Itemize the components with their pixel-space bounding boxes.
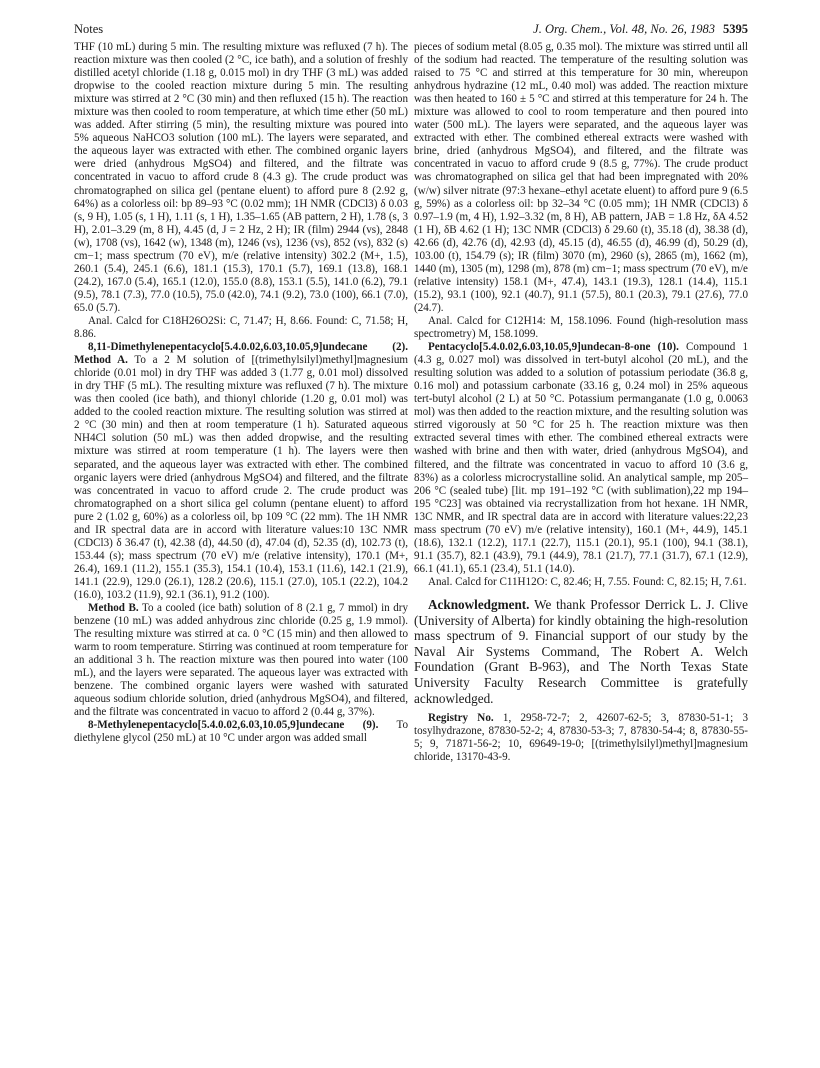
paragraph-body: To a 2 M solution of [(trimethylsilyl)methyl]magnesium chloride (0.01 mol) in dry THF was added 3 (1.77 g, 0.01 mol) dissolved in dry THF (5 mL). The resulting mixture was refluxed (7 h). The mixture was then cooled (ice bath), and thionyl chloride (1.20 g, 0.01 mol) was added to the cooled reaction mixture. The resulting solution was stirred at 2 °C (30 min) and then at room temperature (1 h). Saturated aqueous NH4Cl solution (50 mL) was then added dropwise, and the resulting mixture was stirred at room temperature (1 h). The layers were then separated, and the aqueous layer was extracted with ether. The combined organic layers were dried (anhydrous MgSO4) and filtered, and the filtrate was concentrated in vacuo to afford crude 2. The crude product was chromatographed on a short silica gel column (pentane eluent) to afford pure 2 (1.02 g, 60%) as a colorless oil, bp 109 °C (22 mm). The 1H NMR and IR spectral data are in accord with literature values:10 13C NMR (CDCl3) δ 36.47 (t), 42.38 (d), 44.50 (d), 47.04 (d), 52.35 (d), 102.73 (t), 153.44 (s); mass spectrum (70 eV) m/e (relative intensity), 170.1 (M+, 26.4), 169.1 (11.2), 155.1 (35.3), 154.1 (10.4), 153.1 (11.6), 142.1 (21.9), 141.1 (22.9), 129.0 (26.1), 128.2 (20.6), 115.1 (27.0), 105.1 (22.2), 104.2 (16.0), 103.2 (11.9), 92.1 (36.1), 91.2 (100). bbox=[74, 354, 408, 601]
left-column bbox=[74, 41, 408, 746]
paragraph: Anal. Calcd for C12H14: M, 158.1096. Found (high-resolution mass spectrometry) M, 158.1099. bbox=[414, 314, 748, 341]
journal-citation bbox=[533, 22, 748, 37]
paragraph: THF (10 mL) during 5 min. The resulting mixture was refluxed (7 h). The reaction mixture was then cooled (2 °C, ice bath), and a solution of freshly distilled acetyl chloride (1.18 g, 0.015 mol) in dry THF (3 mL) was added dropwise to the cooled reaction mixture during 5 min. The resulting mixture was stirred at 2 °C (30 min) and then refluxed (15 h). The reaction mixture was then cooled to room temperature, at which time ether (50 mL) was added. After stirring (5 min), the resulting mixture was poured into 5% aqueous NaHCO3 solution (100 mL). The layers were separated, and the aqueous layer was extracted with ether. The combined organic layers were dried (anhydrous MgSO4) and filtered, and the filtrate was concentrated in vacuo to afford crude 8 (4.3 g). The crude product was chromatographed on silica gel (pentane eluent) to afford pure 8 (2.92 g, 64%) as a colorless oil: bp 89–93 °C (0.02 mm); 1H NMR (CDCl3) δ 0.03 (s, 9 H), 1.05 (s, 1 H), 1.11 (s, 1 H), 1.35–1.65 (AB pattern, 2 H), 1.78 (s, 3 H), 2.01–3.29 (m, 8 H), 4.45 (d, J = 2 Hz, 2 H); IR (film) 2944 (vs), 2848 (w), 1708 (vs), 1642 (w), 1348 (m), 1246 (vs), 1236 (vs), 852 (vs), 832 (s) cm−1; mass spectrum (70 eV), m/e (relative intensity) 302.2 (M+, 1.5), 260.1 (5.4), 245.1 (6.6), 181.1 (15.3), 170.1 (5.7), 169.1 (13.8), 168.1 (24.2), 167.0 (5.4), 165.1 (12.0), 155.0 (8.8), 153.1 (5.5), 141.0 (6.2), 79.1 (9.5), 78.1 (7.3), 77.0 (10.5), 75.0 (42.0), 74.1 (9.2), 73.0 (100), 66.1 (7.0), 65.0 (5.7). bbox=[74, 41, 408, 314]
registry-body: 1, 2958-72-7; 2, 42607-62-5; 3, 87830-51-1; 3 tosylhydrazone, 87830-52-2; 4, 87830-53-3; 7, 87830-54-4; 8, 87830-55-5; 9, 71871-56-2; 10, 69649-19-0; [(trimethylsilyl)methyl]magnesium chloride, 13170-43-9. bbox=[414, 712, 749, 764]
paragraph: Anal. Calcd for C11H12O: C, 82.46; H, 7.55. Found: C, 82.15; H, 7.61. bbox=[428, 575, 747, 588]
page-number: 5395 bbox=[723, 22, 748, 36]
section-title: Pentacyclo[5.4.0.02,6.03,10.05,9]undecan-8-one (10). bbox=[428, 341, 679, 354]
acknowledgment-title: Acknowledgment. bbox=[428, 596, 530, 612]
paragraph-body: To diethylene glycol (250 mL) at 10 °C under argon was added small bbox=[74, 719, 408, 745]
paragraph: Anal. Calcd for C18H26O2Si: C, 71.47; H, 8.66. Found: C, 71.58; H, 8.86. bbox=[74, 314, 408, 341]
paragraph bbox=[74, 602, 408, 719]
section-title: 8,11-Dimethylenepentacyclo[5.4.0.02,6.03,10.05,9]undecane (2). Method A. bbox=[74, 341, 408, 367]
acknowledgment bbox=[414, 597, 748, 706]
section-title: 8-Methylenepentacyclo[5.4.0.02,6.03,10.05,9]undecane (9). bbox=[88, 719, 379, 732]
paragraph: pieces of sodium metal (8.05 g, 0.35 mol). The mixture was stirred until all of the sodium had reacted. The temperature of the resulting solution was raised to 75 °C and stirred at this temperature for 30 min, whereupon anhydrous hydrazine (12 mL, 0.40 mol) was added. The reaction mixture was then heated to 160 ± 5 °C and stirred at this temperature for 24 h. The mixture was allowed to cool to room temperature and then poured into water (500 mL). The layers were separated, and the aqueous layer was extracted with ether. The combined ethereal extracts were washed with brine, dried (anhydrous MgSO4), and filtered, and the filtrate was concentrated in vacuo to afford crude 9 (8.5 g, 77%). The crude product was chromatographed on silica gel that had been impregnated with 20% (w/w) silver nitrate (97:3 hexane–ethyl acetate eluent) to afford pure 9 (6.5 g, 59%) as a colorless oil: bp 32–34 °C (0.05 mm); 1H NMR (CDCl3) δ 0.97–1.9 (m, 4 H), 1.92–3.32 (m, 8 H), AB pattern, JAB = 1.8 Hz, δA 4.52 (1 H), δB 4.62 (1 H); 13C NMR (CDCl3) δ 29.60 (t), 35.18 (d), 38.38 (d), 42.66 (d), 42.76 (d), 42.93 (d), 45.15 (d), 46.55 (d), 46.99 (d), 50.29 (d), 103.00 (t), 154.79 (s); IR (film) 3070 (m), 2960 (s), 2865 (m), 1662 (m), 1440 (m), 1305 (m), 1298 (m), 878 (m) cm−1; mass spectrum (70 eV), m/e (relative intensity) 158.1 (M+, 47.4), 143.1 (19.3), 128.1 (14.4), 115.1 (15.2), 93.1 (100), 92.1 (40.7), 91.1 (57.5), 80.1 (20.3), 79.1 (27.6), 77.0 (24.7). bbox=[414, 41, 748, 314]
paragraph bbox=[414, 341, 748, 576]
right-column bbox=[414, 41, 748, 764]
page-header bbox=[74, 22, 748, 40]
paragraph bbox=[74, 719, 408, 745]
registry-numbers bbox=[414, 712, 748, 764]
journal-name: J. Org. Chem., Vol. 48, No. 26, 1983 bbox=[533, 22, 715, 36]
paragraph-body: To a cooled (ice bath) solution of 8 (2.1 g, 7 mmol) in dry benzene (10 mL) was added anhydrous zinc chloride (0.25 g, 1.9 mmol). The resulting mixture was stirred at ca. 0 °C (15 min) and then allowed to warm to room temperature. Stirring was continued at room temperature for an additional 3 h. The reaction mixture was then poured into water (100 mL), and the layers were separated. The aqueous layer was extracted with benzene. The combined organic layers were washed with saturated aqueous sodium chloride solution, dried (anhydrous MgSO4), and filtered, and the filtrate was concentrated in vacuo to afford 2 (0.44 g, 37%). bbox=[74, 602, 408, 719]
registry-title: Registry No. bbox=[428, 712, 494, 725]
section-label: Notes bbox=[74, 22, 104, 36]
acknowledgment-body: We thank Professor Derrick L. J. Clive (University of Alberta) for kindly obtaining the high-resolution mass spectrum of 9. Financial support of our study by the Naval Air Systems Command, The Robert A. Welch Foundation (Grant B-963), and The North Texas State University Faculty Research Committee is gratefully acknowledged. bbox=[414, 596, 748, 706]
paragraph bbox=[74, 341, 408, 602]
section-title: Method B. bbox=[88, 602, 139, 615]
paragraph-body: Compound 1 (4.3 g, 0.027 mol) was dissolved in tert-butyl alcohol (20 mL), and the resulting solution was added to a solution of potassium periodate (36.8 g, 0.16 mol) and potassium carbonate (33.16 g, 0.24 mol) in 25% aqueous tert-butyl alcohol (2 L) at 50 °C. Potassium permanganate (1.0 g, 0.0063 mol) was then added to the reaction mixture, and the resulting solution was stirred vigorously at 50 °C for 25 h. The reaction mixture was then extracted several times with ether. The combined ethereal extracts were washed with brine and then with water, dried (anhydrous MgSO4), and filtered, and the filtrate was concentrated in vacuo to afford 10 (3.6 g, 83%) as a colorless microcrystalline solid. An analytical sample, mp 205–206 °C (sealed tube) [lit. mp 191–192 °C (with sublimation),22 mp 194–195 °C23] was obtained via recrystallization from hot hexane. 1H NMR, 13C NMR, and IR spectral data are in accord with literature values:22,23 mass spectrum (70 eV) m/e (relative intensity), 160.1 (M+, 44.9), 145.1 (18.6), 132.1 (12.2), 117.1 (22.7), 115.1 (20.1), 95.1 (100), 94.1 (38.1), 91.1 (35.7), 82.1 (43.9), 79.1 (44.9), 78.1 (21.7), 77.1 (31.7), 67.1 (12.9), 66.1 (41.1), 65.1 (23.4), 51.1 (14.0). bbox=[414, 341, 748, 575]
